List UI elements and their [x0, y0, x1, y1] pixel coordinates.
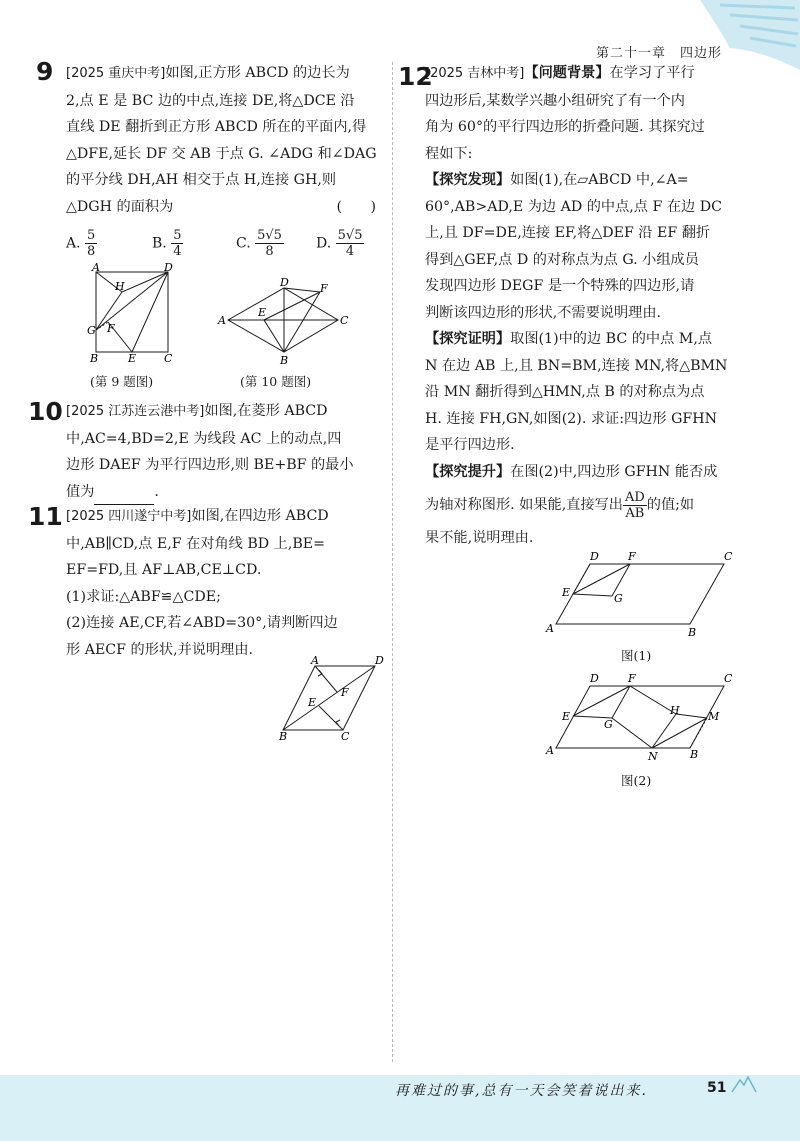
q10-line: 中,AC=4,BD=2,E 为线段 AC 上的动点,四	[66, 430, 342, 447]
question-12-number: 12	[398, 62, 433, 91]
svg-text:H: H	[115, 280, 125, 293]
question-11	[66, 503, 384, 663]
svg-text:C: C	[341, 730, 350, 742]
choice-d: D. $\frac{5√5}{4}$	[316, 228, 363, 259]
question-11-number: 11	[28, 502, 63, 531]
question-11-source: [2025 四川遂宁中考]	[66, 509, 192, 524]
chapter-title: 第二十一章 四边形	[595, 46, 722, 61]
svg-text:D: D	[280, 278, 289, 289]
q11-line: (2)连接 AE,CF,若∠ABD=30°,请判断四边	[66, 615, 338, 631]
q9-line: 2,点 E 是 BC 边的中点,连接 DE,将△DCE 沿	[66, 92, 355, 109]
svg-text:A: A	[311, 656, 319, 667]
svg-text:G: G	[604, 718, 613, 731]
svg-text:F: F	[320, 282, 328, 295]
q12-line: 得到△GEF,点 D 的对称点为点 G. 小组成员	[425, 251, 699, 268]
svg-text:G: G	[614, 592, 623, 605]
svg-text:N: N	[648, 750, 658, 763]
svg-text:F: F	[628, 672, 636, 685]
explore-discover-tag: 【探究发现】	[425, 172, 511, 188]
figure-12-1	[540, 546, 740, 636]
q12-line: 判断该四边形的形状,不需要说明理由.	[425, 304, 662, 321]
choice-c: C. $\frac{5√5}{8}$	[236, 228, 282, 259]
svg-text:E: E	[258, 306, 267, 319]
q11-line: EF=FD,且 AF⊥AB,CE⊥CD.	[66, 562, 262, 578]
q10-line: 如图,在菱形 ABCD	[204, 403, 328, 419]
svg-text:D: D	[590, 550, 599, 563]
svg-text:H: H	[670, 704, 680, 717]
svg-text:E: E	[308, 696, 317, 709]
question-12: [2025 吉林中考]【问题背景】在学习了平行 四边形后,某数学兴趣小组研究了有一个内 角为 60°的平行四边形的折叠问题. 其探究过 程如下: 【探究发现】如图(1),在▱ABCD 中,∠A= 60°,AB>AD,E 为边 AD 的中点,点 F 在边 DC 上,且 DF=DE,连接 EF,将△DEF 沿 EF 翻折 得到△GEF,点 D 的对称点为点 G. 小组成员 发现四边形 DEGF 是一个特殊的四边形,请 判断该四边形的形状,不需要说明理由. 【探究证明】取图(1)中的边 BC 的中点 M,点 N 在边 AB 上,且 BN=BM,连接 MN,将△BMN 沿 MN 翻折得到△HMN,点 B 的对称点为点 H. 连接 FH,GN,如图(2). 求证:四边形 GFHN 是平行四边形. 【探究提升】在图(2)中,四边形 GFHN 能否成 为轴对称图形. 如果能,直接写出 $\frac{AD}{AB}$ 的值;如 果不能,说明理由.	[425, 60, 751, 552]
question-9	[66, 60, 384, 220]
svg-text:B: B	[688, 626, 697, 636]
q9-line: △DFE,延长 DF 交 AB 于点 G. ∠ADG 和∠DAG	[66, 145, 377, 162]
q11-line: 形 AECF 的形状,并说明理由.	[66, 641, 254, 658]
question-9-number: 9	[36, 57, 54, 86]
svg-text:F: F	[341, 686, 349, 699]
footer-motto: 再难过的事,总有一天会笑着说出来.	[395, 1083, 648, 1099]
q12-line: 发现四边形 DEGF 是一个特殊的四边形,请	[425, 278, 695, 294]
svg-text:B: B	[90, 352, 99, 365]
explore-prove-tag: 【探究证明】	[425, 331, 511, 347]
question-10-source: [2025 江苏连云港中考]	[66, 404, 205, 419]
svg-text:B: B	[279, 730, 288, 742]
q9-line: 直线 DE 翻折到正方形 ABCD 所在的平面内,得	[66, 119, 367, 135]
page-number: 51	[707, 1080, 727, 1096]
figure-9	[84, 262, 184, 370]
svg-text:A: A	[546, 622, 554, 635]
q12-line: 沿 MN 翻折得到△HMN,点 B 的对称点为点	[425, 384, 705, 400]
svg-text:E: E	[562, 710, 571, 723]
column-divider	[392, 62, 393, 1062]
svg-text:C: C	[164, 352, 173, 365]
svg-text:C: C	[724, 672, 733, 685]
mountain-icon	[730, 1072, 758, 1096]
q12-line: N 在边 AB 上,且 BN=BM,连接 MN,将△BMN	[425, 357, 728, 374]
q12-line: 是平行四边形.	[425, 437, 515, 453]
svg-text:B: B	[690, 748, 699, 761]
svg-text:F: F	[628, 550, 636, 563]
question-10-number: 10	[28, 397, 63, 426]
q12-line: 角为 60°的平行四边形的折叠问题. 其探究过	[425, 119, 705, 135]
svg-text:D: D	[375, 656, 384, 667]
svg-text:B: B	[280, 354, 289, 366]
ad-over-ab-fraction: $\frac{AD}{AB}$	[624, 489, 645, 521]
q11-line: (1)求证:△ABF≌△CDE;	[66, 588, 221, 605]
q12-line: 上,且 DF=DE,连接 EF,将△DEF 沿 EF 翻折	[425, 225, 711, 241]
q9-line: 的平分线 DH,AH 相交于点 H,连接 GH,则	[66, 172, 337, 188]
svg-text:A: A	[92, 262, 100, 274]
svg-text:G: G	[87, 324, 96, 337]
figure-12-2-caption: 图(2)	[621, 773, 652, 788]
svg-text:C: C	[340, 314, 349, 327]
figure-11	[275, 656, 385, 742]
answer-paren: ( )	[336, 198, 376, 215]
choice-a: A. $\frac{5}{8}$	[66, 228, 96, 259]
explore-raise-tag: 【探究提升】	[425, 463, 511, 480]
q10-line: 值为	[66, 483, 95, 500]
figure-10-caption: (第 10 题图)	[240, 374, 312, 389]
q10-line: 边形 DAEF 为平行四边形,则 BE+BF 的最小	[66, 457, 354, 473]
q9-line: 如图,正方形 ABCD 的边长为	[165, 65, 350, 81]
q11-line: 如图,在四边形 ABCD	[191, 508, 329, 524]
q12-line: 60°,AB>AD,E 为边 AD 的中点,点 F 在边 DC	[425, 198, 722, 215]
figure-10	[214, 278, 354, 366]
q12-line: H. 连接 FH,GN,如图(2). 求证:四边形 GFHN	[425, 410, 718, 427]
svg-text:E: E	[562, 586, 571, 599]
svg-text:F: F	[107, 322, 115, 335]
question-10: [2025 江苏连云港中考]如图,在菱形 ABCD 中,AC=4,BD=2,E 为线段 AC 上的动点,四 边形 DAEF 为平行四边形,则 BE+BF 的最小 值为 .	[66, 398, 384, 505]
q9-line: △DGH 的面积为	[66, 198, 174, 215]
svg-text:C: C	[724, 550, 733, 563]
question-12-source: [2025 吉林中考]	[425, 66, 525, 81]
choice-b: B. $\frac{5}{4}$	[152, 228, 182, 259]
svg-text:D: D	[590, 672, 599, 685]
figure-12-2	[540, 668, 740, 768]
svg-text:A: A	[218, 314, 226, 327]
figure-9-caption: (第 9 题图)	[90, 374, 154, 389]
q12-line: 程如下:	[425, 145, 473, 162]
q12-line: 四边形后,某数学兴趣小组研究了有一个内	[425, 92, 685, 109]
svg-text:D: D	[164, 262, 173, 274]
svg-text:M: M	[708, 710, 720, 723]
svg-text:A: A	[546, 744, 554, 757]
svg-text:E: E	[128, 352, 137, 365]
q11-line: 中,AB∥CD,点 E,F 在对角线 BD 上,BE=	[66, 535, 326, 552]
question-9-source: [2025 重庆中考]	[66, 66, 166, 81]
q12-line: 果不能,说明理由.	[425, 530, 534, 546]
figure-12-1-caption: 图(1)	[621, 648, 652, 663]
problem-background-tag: 【问题背景】	[524, 65, 610, 81]
